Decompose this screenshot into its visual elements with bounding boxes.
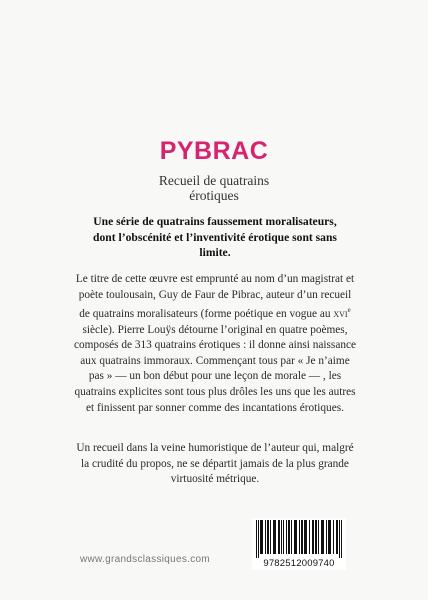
description-part-1: Le titre de cette œuvre est emprunté au nom d’un magistrat et poète toulousain, Guy de Faur de Pibrac, auteur d’un recueil de quatrains moralisateurs (forme poétique en vogue au: [75, 273, 355, 320]
book-subtitle: [0, 173, 428, 203]
isbn-barcode: [252, 518, 346, 570]
barcode-bars: [254, 520, 344, 558]
publisher-website[interactable]: www.grandsclassiques.com: [80, 554, 211, 565]
description-part-2: siècle). Pierre Louÿs détourne l’original en quatre poèmes, composés de 313 quatrains érotiques : il donne ainsi naissance aux quatrains immoraux. Commençant tous par « Je n’aime pas » — un bon début pour une leçon de morale — , les quatrains explicites sont tous plus drôles les uns que les autres et finissent par sonner comme des incantations érotiques.: [73, 323, 357, 414]
century-superscript: e: [347, 306, 351, 315]
isbn-number: 9782512009740: [263, 558, 335, 569]
century-numeral: xvi: [333, 307, 348, 320]
book-title: PYBRAC: [159, 137, 269, 165]
closing-text: Un recueil dans la veine humoristique de l’auteur qui, malgré la crudité du propos, ne se départit jamais de la plus grande virtuosité métrique.: [76, 442, 354, 486]
description-text: [72, 272, 358, 416]
subtitle-line-2: érotiques: [189, 188, 239, 203]
subtitle-line-1: Recueil de quatrains: [158, 173, 270, 188]
pitch-text: Une série de quatrains faussement moralisateurs, dont l’obscénité et l’inventivité érotique sont sans limite.: [93, 215, 337, 259]
